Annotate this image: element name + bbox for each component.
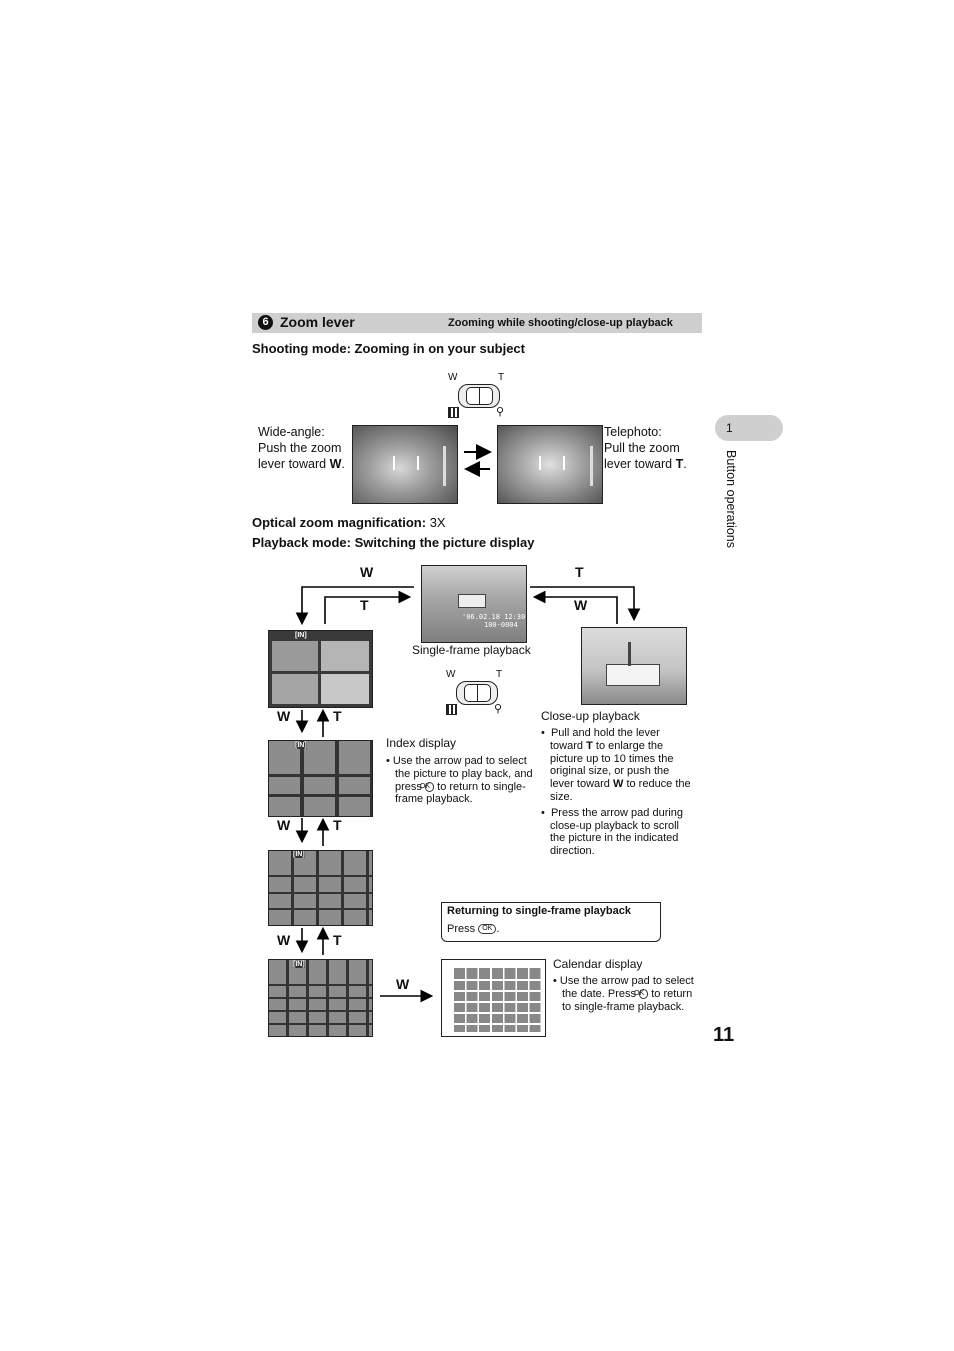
shooting-heading: Shooting mode: Zooming in on your subject — [252, 341, 525, 356]
return-box-press: Press OK . — [447, 923, 500, 935]
t-label-idx2: T — [333, 817, 342, 833]
ok-button-icon: OK — [425, 782, 434, 792]
optical-zoom-value: 3X — [429, 515, 446, 530]
w-label-top-right: W — [574, 597, 588, 613]
w-to-index-arrow — [302, 587, 414, 622]
lever2-w-label: W — [446, 669, 456, 680]
t-label-top-left: T — [360, 597, 369, 613]
chapter-tab — [715, 415, 783, 441]
magnify-icon-2: ⚲ — [494, 703, 503, 715]
ok-button-icon-2: OK — [478, 924, 496, 934]
index-grid-icon-2 — [446, 704, 457, 715]
wide-line3: lever toward W. — [258, 457, 345, 471]
calendar-bullet: • Use the arrow pad to select the date. Press OK to return to single-frame playback. — [553, 975, 694, 1013]
w-label-idx1: W — [277, 708, 291, 724]
closeup-bullet-1: • Pull and hold the lever toward T to enlarge the picture up to 10 times the original size, or push the lever toward W to reduce the size. — [541, 727, 691, 803]
lever2-t-label: T — [496, 669, 503, 680]
tele-line3: lever toward T. — [604, 457, 687, 471]
playback-heading: Playback mode: Switching the picture display — [252, 535, 535, 550]
return-box-title: Returning to single-frame playback — [447, 905, 631, 917]
index-display-25-image — [268, 959, 373, 1037]
index-display-bullet: • Use the arrow pad to select the picture to play back, and press OK to return to single-frame playback. — [386, 755, 533, 806]
chapter-number: 1 — [726, 421, 733, 435]
section-title: Zoom lever — [280, 314, 355, 330]
closeup-bullets — [541, 727, 691, 858]
in-badge-25: [IN] — [293, 961, 305, 968]
single-frame-file: 100-0004 — [484, 621, 518, 629]
in-badge: [IN] — [295, 632, 307, 639]
magnify-icon: ⚲ — [496, 406, 505, 418]
calendar-label: Calendar display — [553, 957, 643, 971]
zoom-lever-diagram-2 — [444, 669, 514, 719]
w-label-top-left: W — [360, 564, 374, 580]
optical-zoom-label: Optical zoom magnification: — [252, 515, 427, 530]
tele-line1: Telephoto: — [604, 425, 662, 439]
return-box — [441, 902, 661, 942]
wide-line2: Push the zoom — [258, 441, 342, 455]
ok-button-icon-3: OK — [639, 989, 648, 999]
telephoto-screen-image — [497, 425, 603, 504]
single-frame-date: '06.02.18 12:30 — [462, 613, 526, 621]
in-badge-16: [IN] — [293, 851, 305, 858]
w-label-idx2: W — [277, 817, 291, 833]
w-label-idx3: W — [277, 932, 291, 948]
number-badge: 6 — [258, 315, 273, 330]
calendar-display-image — [441, 959, 546, 1037]
section-subtitle: Zooming while shooting/close-up playback — [448, 317, 673, 329]
t-label-idx3: T — [333, 932, 342, 948]
index-display-9-image — [268, 740, 373, 817]
lever-t-label: T — [498, 372, 505, 383]
closeup-image — [581, 627, 687, 705]
closeup-label: Close-up playback — [541, 709, 640, 723]
w-label-calendar: W — [396, 976, 410, 992]
t-label-idx1: T — [333, 708, 342, 724]
single-frame-label: Single-frame playback — [412, 643, 531, 657]
t-label-top-right: T — [575, 564, 584, 580]
wide-line1: Wide-angle: — [258, 425, 325, 439]
index-display-16-image — [268, 850, 373, 926]
closeup-bullet-2: • Press the arrow pad during close-up playback to scroll the picture in the indicated direction. — [541, 806, 684, 858]
chapter-section-label: Button operations — [724, 450, 738, 548]
tele-line2: Pull the zoom — [604, 441, 680, 455]
index-display-4-image — [268, 630, 373, 708]
lever-w-label: W — [448, 372, 458, 383]
page-number: 11 — [713, 1024, 735, 1046]
index-display-label: Index display — [386, 736, 457, 750]
optical-zoom-line — [252, 515, 446, 530]
single-frame-image — [421, 565, 527, 643]
zoom-lever-icon-2 — [456, 681, 498, 705]
telephoto-text — [604, 424, 687, 472]
in-badge-9: [IN] — [295, 742, 307, 749]
